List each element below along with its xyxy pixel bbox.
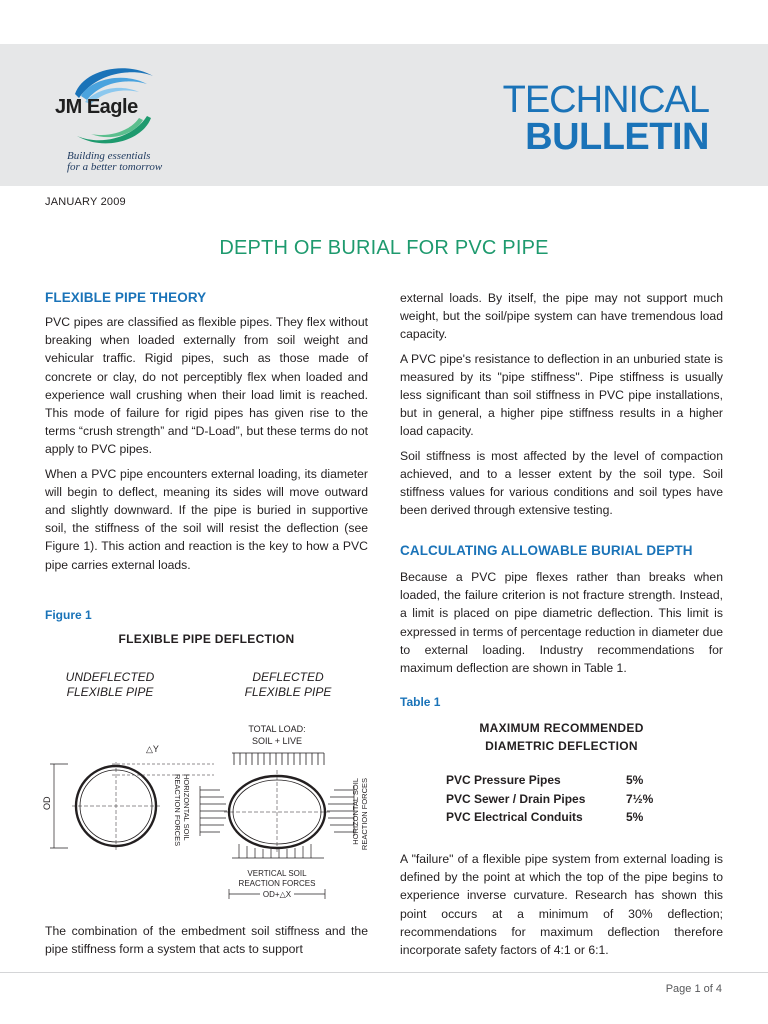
table-row-value: 5%: [626, 773, 644, 787]
right-intro-text-block: [400, 289, 723, 519]
table-row-name: PVC Pressure Pipes: [446, 773, 561, 787]
total-load-label-1: TOTAL LOAD:: [248, 724, 306, 734]
paragraph: When a PVC pipe encounters external loading, its diameter will begin to deflect, meaning its sides will move outward and slightly downward. If the pipe is buried in supportive soil, the stiffness of the soil will resist the deflection (see Figure 1). This action and reaction is the key to how a PVC pipe carries external loads.: [45, 466, 368, 572]
failure-paragraph: A "failure" of a flexible pipe system from external loading is defined by the point at which the top of the pipe begins to experience inverse curvature. Research has shown this point occurs at a minimum of 30% deflection; recommendations for maximum deflection therefore incorporate safety factors of 4:1 or 6:1.: [400, 852, 723, 958]
horizontal-right-label-2: REACTION FORCES: [360, 778, 369, 851]
paragraph: Soil stiffness is most affected by the level of compaction achieved, and to a lesser extent by the soil type. Soil stiffness values for various conditions and soil types have been derived through extensive testing.: [400, 448, 723, 518]
tagline-line1: Building essentials: [67, 150, 151, 162]
table-row-name: PVC Electrical Conduits: [446, 810, 583, 824]
calculating-text-block: [400, 568, 723, 677]
flexible-text-block: [45, 313, 368, 574]
horizontal-left-label-1: HORIZONTAL SOIL: [182, 774, 191, 841]
flexible-pipe-deflection-diagram: [44, 718, 374, 908]
od-label: OD: [42, 796, 52, 810]
page-number: Page 1 of 4: [665, 983, 722, 995]
figure-title: FLEXIBLE PIPE DEFLECTION: [118, 632, 295, 646]
od-dx-label: OD+△X: [262, 890, 292, 899]
figure-label: Figure 1: [45, 608, 92, 622]
logo-wordmark: JM Eagle: [55, 96, 138, 118]
delta-y-label: △Y: [146, 744, 159, 754]
paragraph: PVC pipes are classified as flexible pipes. They flex without breaking when loaded externally from soil weight and vehicular traffic. Rigid pipes, such as those made of concrete or clay, do not perceptibly flex when loaded and experience wall crushing when their load limit is reached. This mode of failure for rigid pipes has given rise to the terms “crush strength” and “D-Load”, but these terms do not apply to PVC pipes.: [45, 315, 368, 457]
heading-calculating-depth: CALCULATING ALLOWABLE BURIAL DEPTH: [400, 543, 693, 558]
tagline-line2: for a better tomorrow: [67, 161, 163, 173]
table-row-value: 5%: [626, 810, 644, 824]
horizontal-right-label-1: HORIZONTAL SOIL: [351, 778, 360, 845]
table-row-value: 7½%: [626, 792, 654, 806]
technical-title: TECHNICAL: [502, 79, 709, 121]
heading-flexible-pipe-theory: FLEXIBLE PIPE THEORY: [45, 290, 207, 305]
footer-divider: [0, 972, 768, 973]
support-paragraph: The combination of the embedment soil stiffness and the pipe stiffness form a system that acts to support: [45, 924, 368, 957]
date: JANUARY 2009: [45, 196, 126, 208]
total-load-label-2: SOIL + LIVE: [252, 736, 302, 746]
document-title: DEPTH OF BURIAL FOR PVC PIPE: [219, 237, 549, 259]
table-label: Table 1: [400, 695, 441, 709]
undeflected-label: UNDEFLECTED FLEXIBLE PIPE: [65, 670, 155, 699]
table-title: MAXIMUM RECOMMENDED DIAMETRIC DEFLECTION: [479, 721, 644, 753]
vertical-label-2: REACTION FORCES: [238, 879, 316, 888]
paragraph: Because a PVC pipe flexes rather than breaks when loaded, the failure criterion is not fracture strength. Instead, a limit is placed on pipe diametric deflection. This limit is expressed in terms of percentage reduction in diameter due to external loading. Industry recommendations for maximum deflection are shown in Table 1.: [400, 570, 723, 676]
paragraph: external loads. By itself, the pipe may not support much weight, but the soil/pipe system can have tremendous load capacity.: [400, 291, 723, 342]
deflected-label: DEFLECTED FLEXIBLE PIPE: [244, 670, 332, 699]
tagline: [67, 151, 162, 173]
vertical-label-1: VERTICAL SOIL: [247, 869, 307, 878]
paragraph: A PVC pipe's resistance to deflection in an unburied state is measured by its "pipe stiffness". Pipe stiffness is usually less significant than soil stiffness in PVC pipe installations, but in general, a higher pipe stiffness results in a higher load capacity.: [400, 351, 723, 439]
horizontal-left-label-2: REACTION FORCES: [173, 774, 182, 847]
bulletin-title: BULLETIN: [525, 116, 709, 158]
table-row-name: PVC Sewer / Drain Pipes: [446, 792, 586, 806]
